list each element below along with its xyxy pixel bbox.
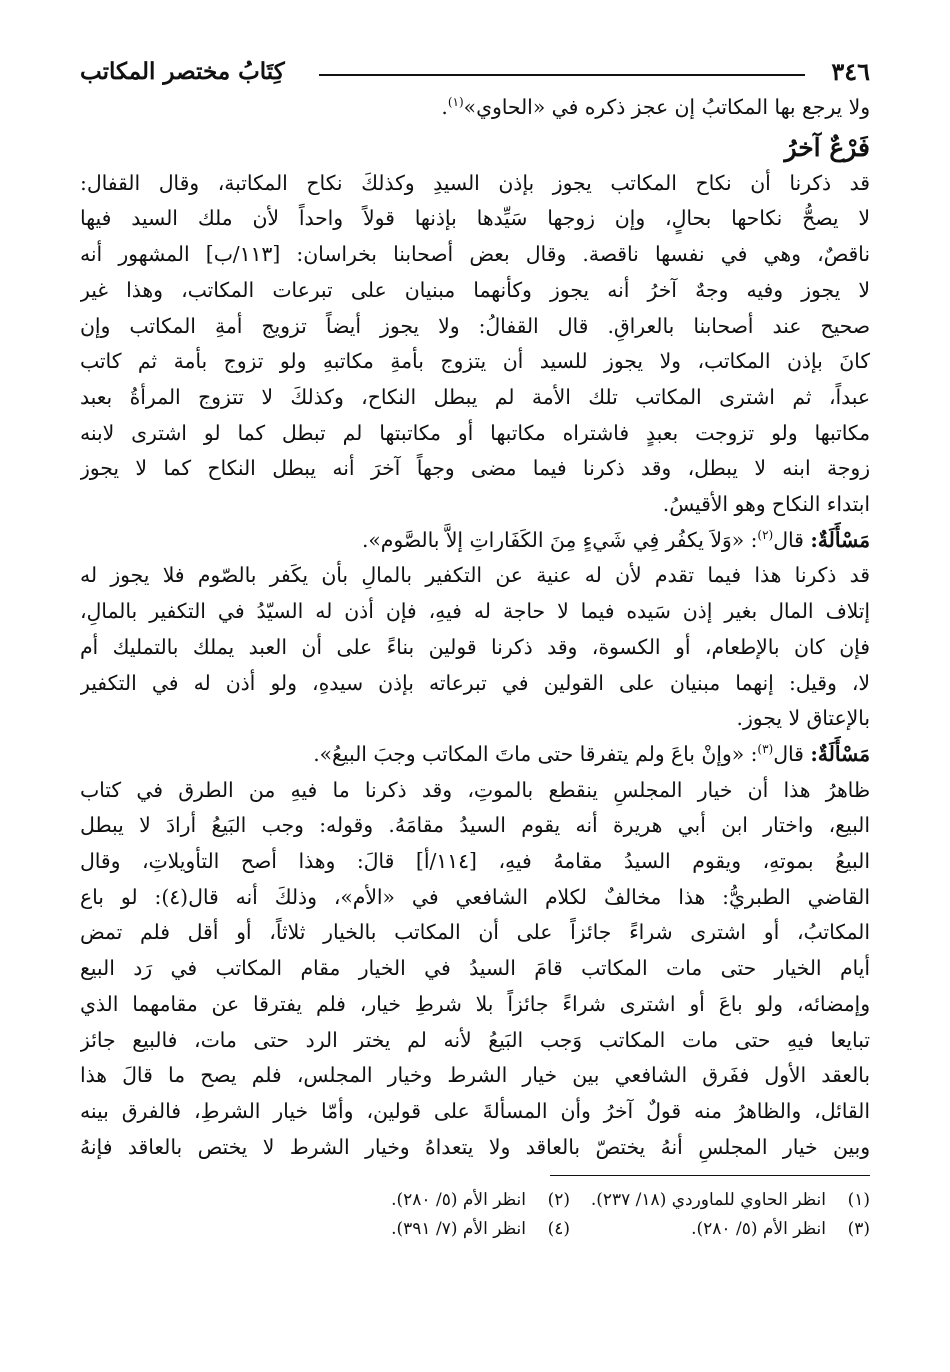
text-line: . <box>441 95 448 119</box>
text-line: فإن كان بالإطعام، أو الكسوة، وقد ذكرنا قولين بناءً على أن العبد يملك بالتمليك أم <box>80 634 870 659</box>
text-line: لا، وقيل: إنهما مبنيان على القولين في تبرعاته بإذن سيدهِ، ولو أذن له في التكفير <box>80 670 870 695</box>
masala-quote: : «وإنْ باعَ ولم يتفرقا حتى ماتَ المكاتب وجبَ البيعُ». <box>313 741 758 766</box>
main-text <box>80 90 870 1165</box>
book-title: كِتَابُ مختصر المكاتب <box>80 57 285 85</box>
footnote-divider <box>550 1175 870 1176</box>
text-line: أيام الخيار حتى مات المكاتب قامَ السيدُ في الخيار مقام المكاتب في رَد البيع <box>80 956 870 981</box>
footnote-item <box>570 1186 870 1215</box>
masala-label: مَسْأَلَةٌ: <box>810 527 870 552</box>
paragraph-masala-1 <box>80 558 870 737</box>
footnote-number: (٣) <box>847 1219 870 1240</box>
text-line: وإمضائه، ولو باعَ أو اشترى شراءً جائزاً بلا شرطِ خيار، فلم يفترقا عن مقامهما الذي <box>80 991 870 1016</box>
text-line: ابتداء النكاح وهو الأقيسُ. <box>662 492 870 517</box>
paragraph-far <box>80 166 870 523</box>
text-line: لا يصحُّ نكاحها بحالٍ، وإن زوجها سَيِّدها بإذنها قولاً واحداً لأن ملك السيد فيها <box>80 206 870 231</box>
masala-2-title <box>80 737 870 773</box>
text-line: تبايعا فيهِ حتى مات المكاتب وَجب البَيعُ لأنه لم يختر الرد حتى مات، فالبيع جائز <box>80 1027 870 1052</box>
footnote-number: (٢) <box>547 1190 570 1211</box>
paragraph-intro <box>80 90 870 126</box>
paragraph-masala-2 <box>80 773 870 1166</box>
footnote-text: انظر الأم (٧/ ٣٩١). <box>391 1219 526 1240</box>
text-line: ولا يرجع بها المكاتبُ إن عجز ذكره في «الحاوي» <box>463 95 870 119</box>
footnote-ref-3: (٣) <box>757 742 774 757</box>
footnote-number: (١) <box>847 1190 870 1211</box>
header-rule <box>319 74 806 76</box>
text-line: ظاهرُ هذا أن خيار المجلسِ ينقطع بالموتِ، وقد ذكرنا ما فيهِ من الطرق في كتاب <box>80 777 870 802</box>
text-line: وبين خيار المجلسِ أنهُ يختصّ بالعاقد ولا يتعداهُ وخيار الشرط لا يختص بالعاقد فإنهُ <box>80 1134 870 1159</box>
footnotes <box>80 1186 870 1244</box>
page-number: ٣٤٦ <box>831 56 870 86</box>
footnote-number: (٤) <box>547 1219 570 1240</box>
masala-quote: : «وَلاَ يكفُر فِي شَيءٍ مِنَ الكَفَاراتِ إلاَّ بالصَّوم». <box>361 527 758 552</box>
text-line: القاضي الطبريُّ: هذا مخالفٌ لكلام الشافعي في «الأم»، وذلكَ أنه قال(٤): لو باع <box>80 884 870 909</box>
footnote-item <box>270 1215 570 1244</box>
section-heading: فَرْعٌ آخرُ <box>784 132 870 162</box>
footnote-text: انظر الأم (٥/ ٢٨٠). <box>691 1219 826 1240</box>
text-line: كانَ بإذن المكاتب، ولا يجوز للسيد أن يتزوج بأمةِ مكاتبهِ ولو تزوج بأمة ثم كاتب <box>80 349 870 374</box>
text-line: قد ذكرنا أن نكاح المكاتب يجوز بإذن السيدِ وكذلكَ نكاح المكاتبة، وقال القفال: <box>80 170 870 195</box>
footnote-ref-1: (١) <box>447 95 464 110</box>
footnote-ref-2: (٢) <box>757 527 774 542</box>
text-line: البيعُ بموتهِ، ويقوم السيدُ مقامهُ فيهِ، [١١٤/أ] قالَ: وهذا أصح التأويلاتِ، وقال <box>80 849 870 874</box>
masala-qala: قال <box>773 527 804 552</box>
masala-1-title <box>80 523 870 559</box>
text-line: زوجة ابنه لا يبطل، وقد ذكرنا فيما مضى وجهاً آخرَ أنه يبطل النكاح كما لا يجوز <box>80 456 870 481</box>
text-line: قد ذكرنا هذا فيما تقدم لأن له عنية عن التكفير بالمالِ بأن يكَفر بالصّوم فلا يجوز له <box>80 563 870 588</box>
text-line: لا يجوز وفيه وجهٌ آخرُ أنه يجوز وكأنهما مبنيان على تبرعات المكاتب، وهذا غير <box>80 277 870 302</box>
masala-label: مَسْأَلَةٌ: <box>810 741 870 766</box>
footnote-text: انظر الحاوي للماوردي (١٨/ ٢٣٧). <box>590 1190 826 1211</box>
footnote-item <box>570 1215 870 1244</box>
text-line: ناقصٌ، وهي في نفسها ناقصة. وقال بعض أصحابنا بخراسان: [١١٣/ب] المشهور أنه <box>80 242 870 267</box>
text-line: المكاتبُ، أو اشترى شراءً جائزاً على أن المكاتب بالخيار ثلاثاً، أو أقل فلم تمض <box>80 920 870 945</box>
text-line: بالعقد الأول ففَرق الشافعي بين خيار الشرط وخيار المجلس، فلم يصح ما قالَ هذا <box>80 1063 870 1088</box>
footnote-item <box>270 1186 570 1215</box>
running-header <box>80 52 870 90</box>
text-line: إتلاف المال بغير إذن سَيده فيما لا حاجة له فيهِ، فإن أذن له السيّدُ في التكفير بالمالِ، <box>80 599 870 624</box>
footnote-text: انظر الأم (٥/ ٢٨٠). <box>391 1190 526 1211</box>
text-line: عبداً، ثم اشترى المكاتب تلك الأمة لم يبطل النكاح، وكذلكَ لا تتزوج المرأةُ بعبد <box>80 384 870 409</box>
text-line: القائل، والظاهرُ منه قولٌ آخرُ وأن المسألةَ على قولين، وأمّا خيار الشرطِ، فالفرق بينه <box>80 1098 870 1123</box>
masala-qala: قال <box>773 741 804 766</box>
text-line: البيع، واختار ابن أبي هريرة أنه يقوم السيدُ مقامَهُ. وقوله: وجب البَيعُ أرادَ لا يبطل <box>80 813 870 838</box>
text-line: مكاتبها ولو تزوجت بعبدٍ فاشتراه مكاتبها أو مكاتبتها لم تبطل كما لو اشترى لابنه <box>80 420 870 445</box>
text-line: صحيح عند أصحابنا بالعراقِ. قال القفالُ: ولا يجوز أيضاً تزويج أمةِ المكاتب وإن <box>80 313 870 338</box>
text-line: بالإعتاق لا يجوز. <box>736 706 870 731</box>
